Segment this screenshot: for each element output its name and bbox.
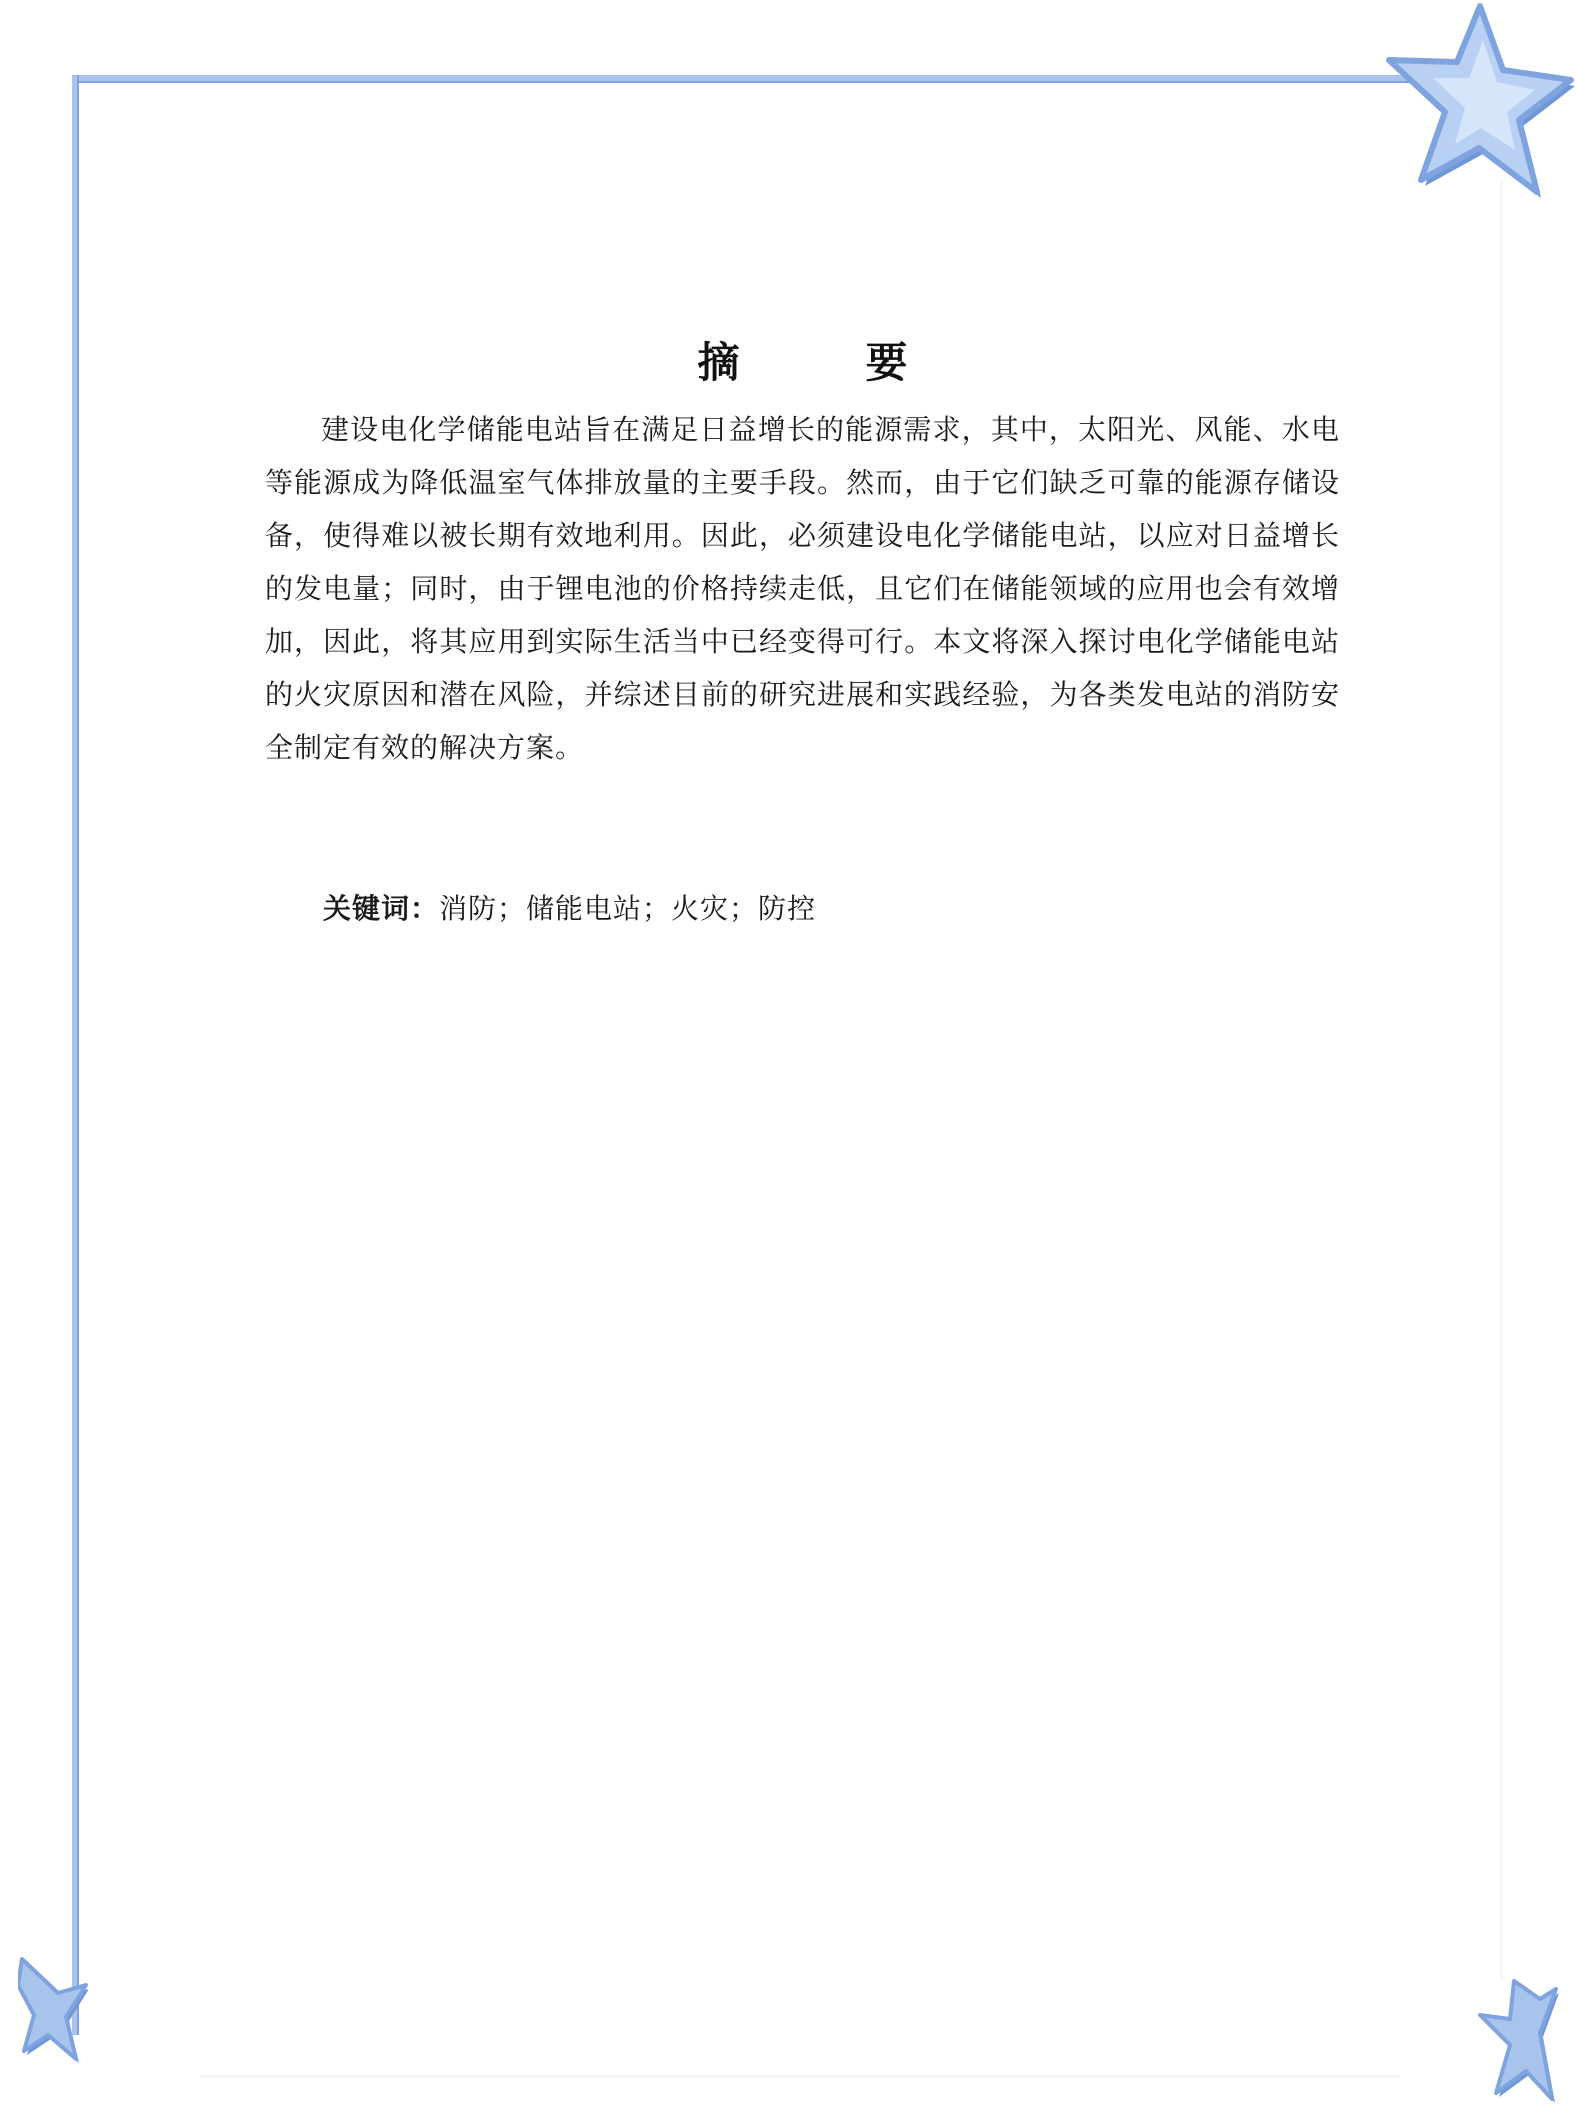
page-border-bottom — [200, 2075, 1400, 2078]
page-border-top — [72, 75, 1432, 83]
keywords-label: 关键词： — [323, 892, 440, 925]
keywords-line — [265, 882, 1340, 935]
star-icon — [1470, 1975, 1560, 2105]
star-icon — [18, 1955, 88, 2065]
star-icon — [1385, 0, 1577, 200]
abstract-section — [265, 335, 1340, 935]
page-title: 摘 要 — [697, 338, 950, 387]
page-border-left — [72, 75, 79, 2035]
keywords-list: 消防；储能电站；火灾；防控 — [439, 892, 817, 925]
page-border-right — [1500, 180, 1503, 1980]
abstract-paragraph: 建设电化学储能电站旨在满足日益增长的能源需求，其中，太阳光、风能、水电等能源成为降低温室气体排放量的主要手段。然而，由于它们缺乏可靠的能源存储设备，使得难以被长期有效地利用。因此，必须建设电化学储能电站，以应对日益增长的发电量；同时，由于锂电池的价格持续走低，且它们在储能领域的应用也会有效增加，因此，将其应用到实际生活当中已经变得可行。本文将深入探讨电化学储能电站的火灾原因和潜在风险，并综述目前的研究进展和实践经验，为各类发电站的消防安全制定有效的解决方案。 — [265, 413, 1340, 764]
